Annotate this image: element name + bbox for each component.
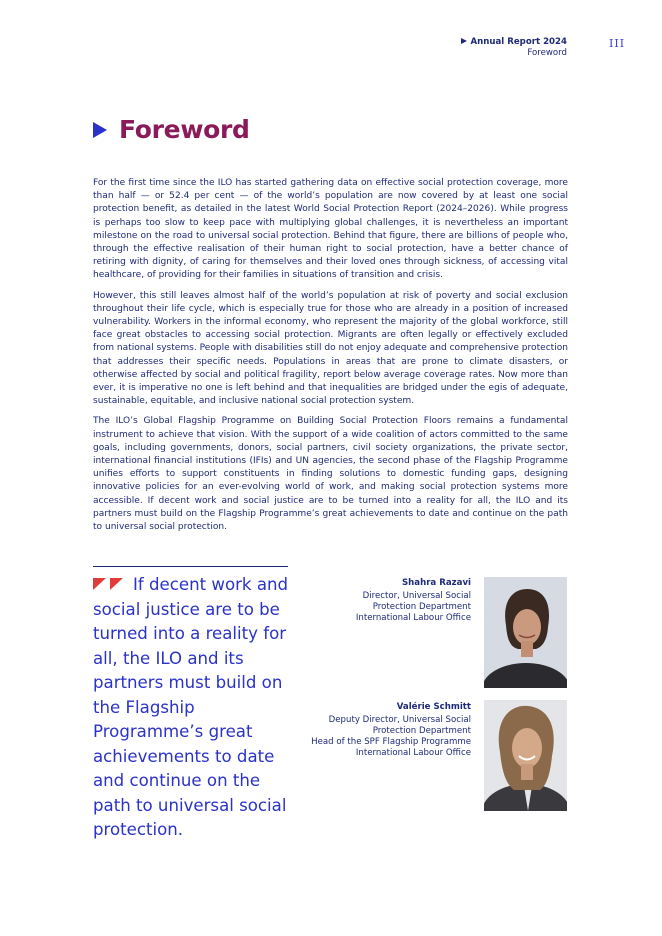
body-text — [93, 177, 568, 541]
signatory-schmitt — [311, 702, 471, 759]
paragraph: For the first time since the ILO has started gathering data on effective social protection coverage, more than half — or 52.4 per cent — of the world’s population are now covered by at least one social protection benefit, as detailed in the latest World Social Protection Report (2024–2026). While progress is perhaps too slow to keep pace with multiplying global challenges, it is nevertheless an important milestone on the road to universal social protection. Behind that figure, there are billions of people who, through the effective realisation of their human right to social protection, have a better chance of retiring with dignity, of caring for themselves and their loved ones through sickness, of accessing vital healthcare, of providing for their families in situations of transition and crisis. — [93, 178, 568, 281]
title-row — [93, 115, 250, 144]
report-label: Annual Report 2024 — [461, 37, 568, 48]
signatory-role: Head of the SPF Flagship Programme — [311, 737, 471, 747]
section-label: Foreword — [527, 48, 567, 58]
page-title: Foreword — [119, 115, 250, 144]
signatory-razavi — [356, 578, 471, 624]
pull-quote-text: If decent work and social justice are to be turned into a reality for all, the ILO and its partners must build on the Flagship Programme’s great achievements to date and continue on the path to universal social protection. — [93, 575, 289, 839]
portrait-razavi — [484, 577, 567, 688]
paragraph: However, this still leaves almost half of the world’s population at risk of poverty and social exclusion throughout their life cycle, which is especially true for those who are already in a position of increased vulnerability. Workers in the informal economy, who represent the majority of the global workforce, still face great obstacles to accessing social protection. Migrants are often legally or effectively excluded from national systems. People with disabilities still do not enjoy adequate and comprehensive protection that addresses their specific needs. Populations in areas that are prone to climate disasters, or otherwise affected by social and political fragility, report below average coverage rates. Now more than ever, it is imperative no one is left behind and that inequalities are bridged under the egis of adequate, sustainable, equitable, and inclusive national social protection system. — [93, 290, 568, 407]
signatory-org: International Labour Office — [355, 613, 471, 623]
signatory-role: Protection Department — [372, 726, 471, 736]
running-header — [461, 37, 568, 59]
signatory-org: International Labour Office — [355, 748, 471, 758]
portrait-schmitt — [484, 700, 567, 811]
quote-mark-icon — [93, 578, 125, 590]
signatory-role: Protection Department — [372, 602, 471, 612]
page-number: III — [609, 37, 626, 50]
signatory-role: Director, Universal Social — [362, 591, 471, 601]
triangle-icon — [461, 38, 467, 44]
signatory-name: Shahra Razavi — [401, 578, 471, 588]
paragraph: The ILO’s Global Flagship Programme on Building Social Protection Floors remains a fundamental instrument to achieve that vision. With the support of a wide coalition of actors committed to the same goals, including governments, donors, social partners, civil society organizations, the private sector, international financial institutions (IFIs) and UN agencies, the second phase of the Flagship Programme unifies efforts to support constituents in finding solutions to domestic funding gaps, designing innovative policies for an ever-evolving world of work, and making social protection systems more accessible. If decent work and social justice are to be turned into a reality for all, the ILO and its partners must build on the Flagship Programme’s great achievements to date and continue on the path to universal social protection. — [93, 416, 568, 533]
title-triangle-icon — [93, 122, 107, 138]
signatory-name: Valérie Schmitt — [396, 702, 471, 712]
signatory-role: Deputy Director, Universal Social — [328, 715, 471, 725]
pull-quote — [93, 573, 298, 843]
quote-divider — [93, 566, 288, 567]
